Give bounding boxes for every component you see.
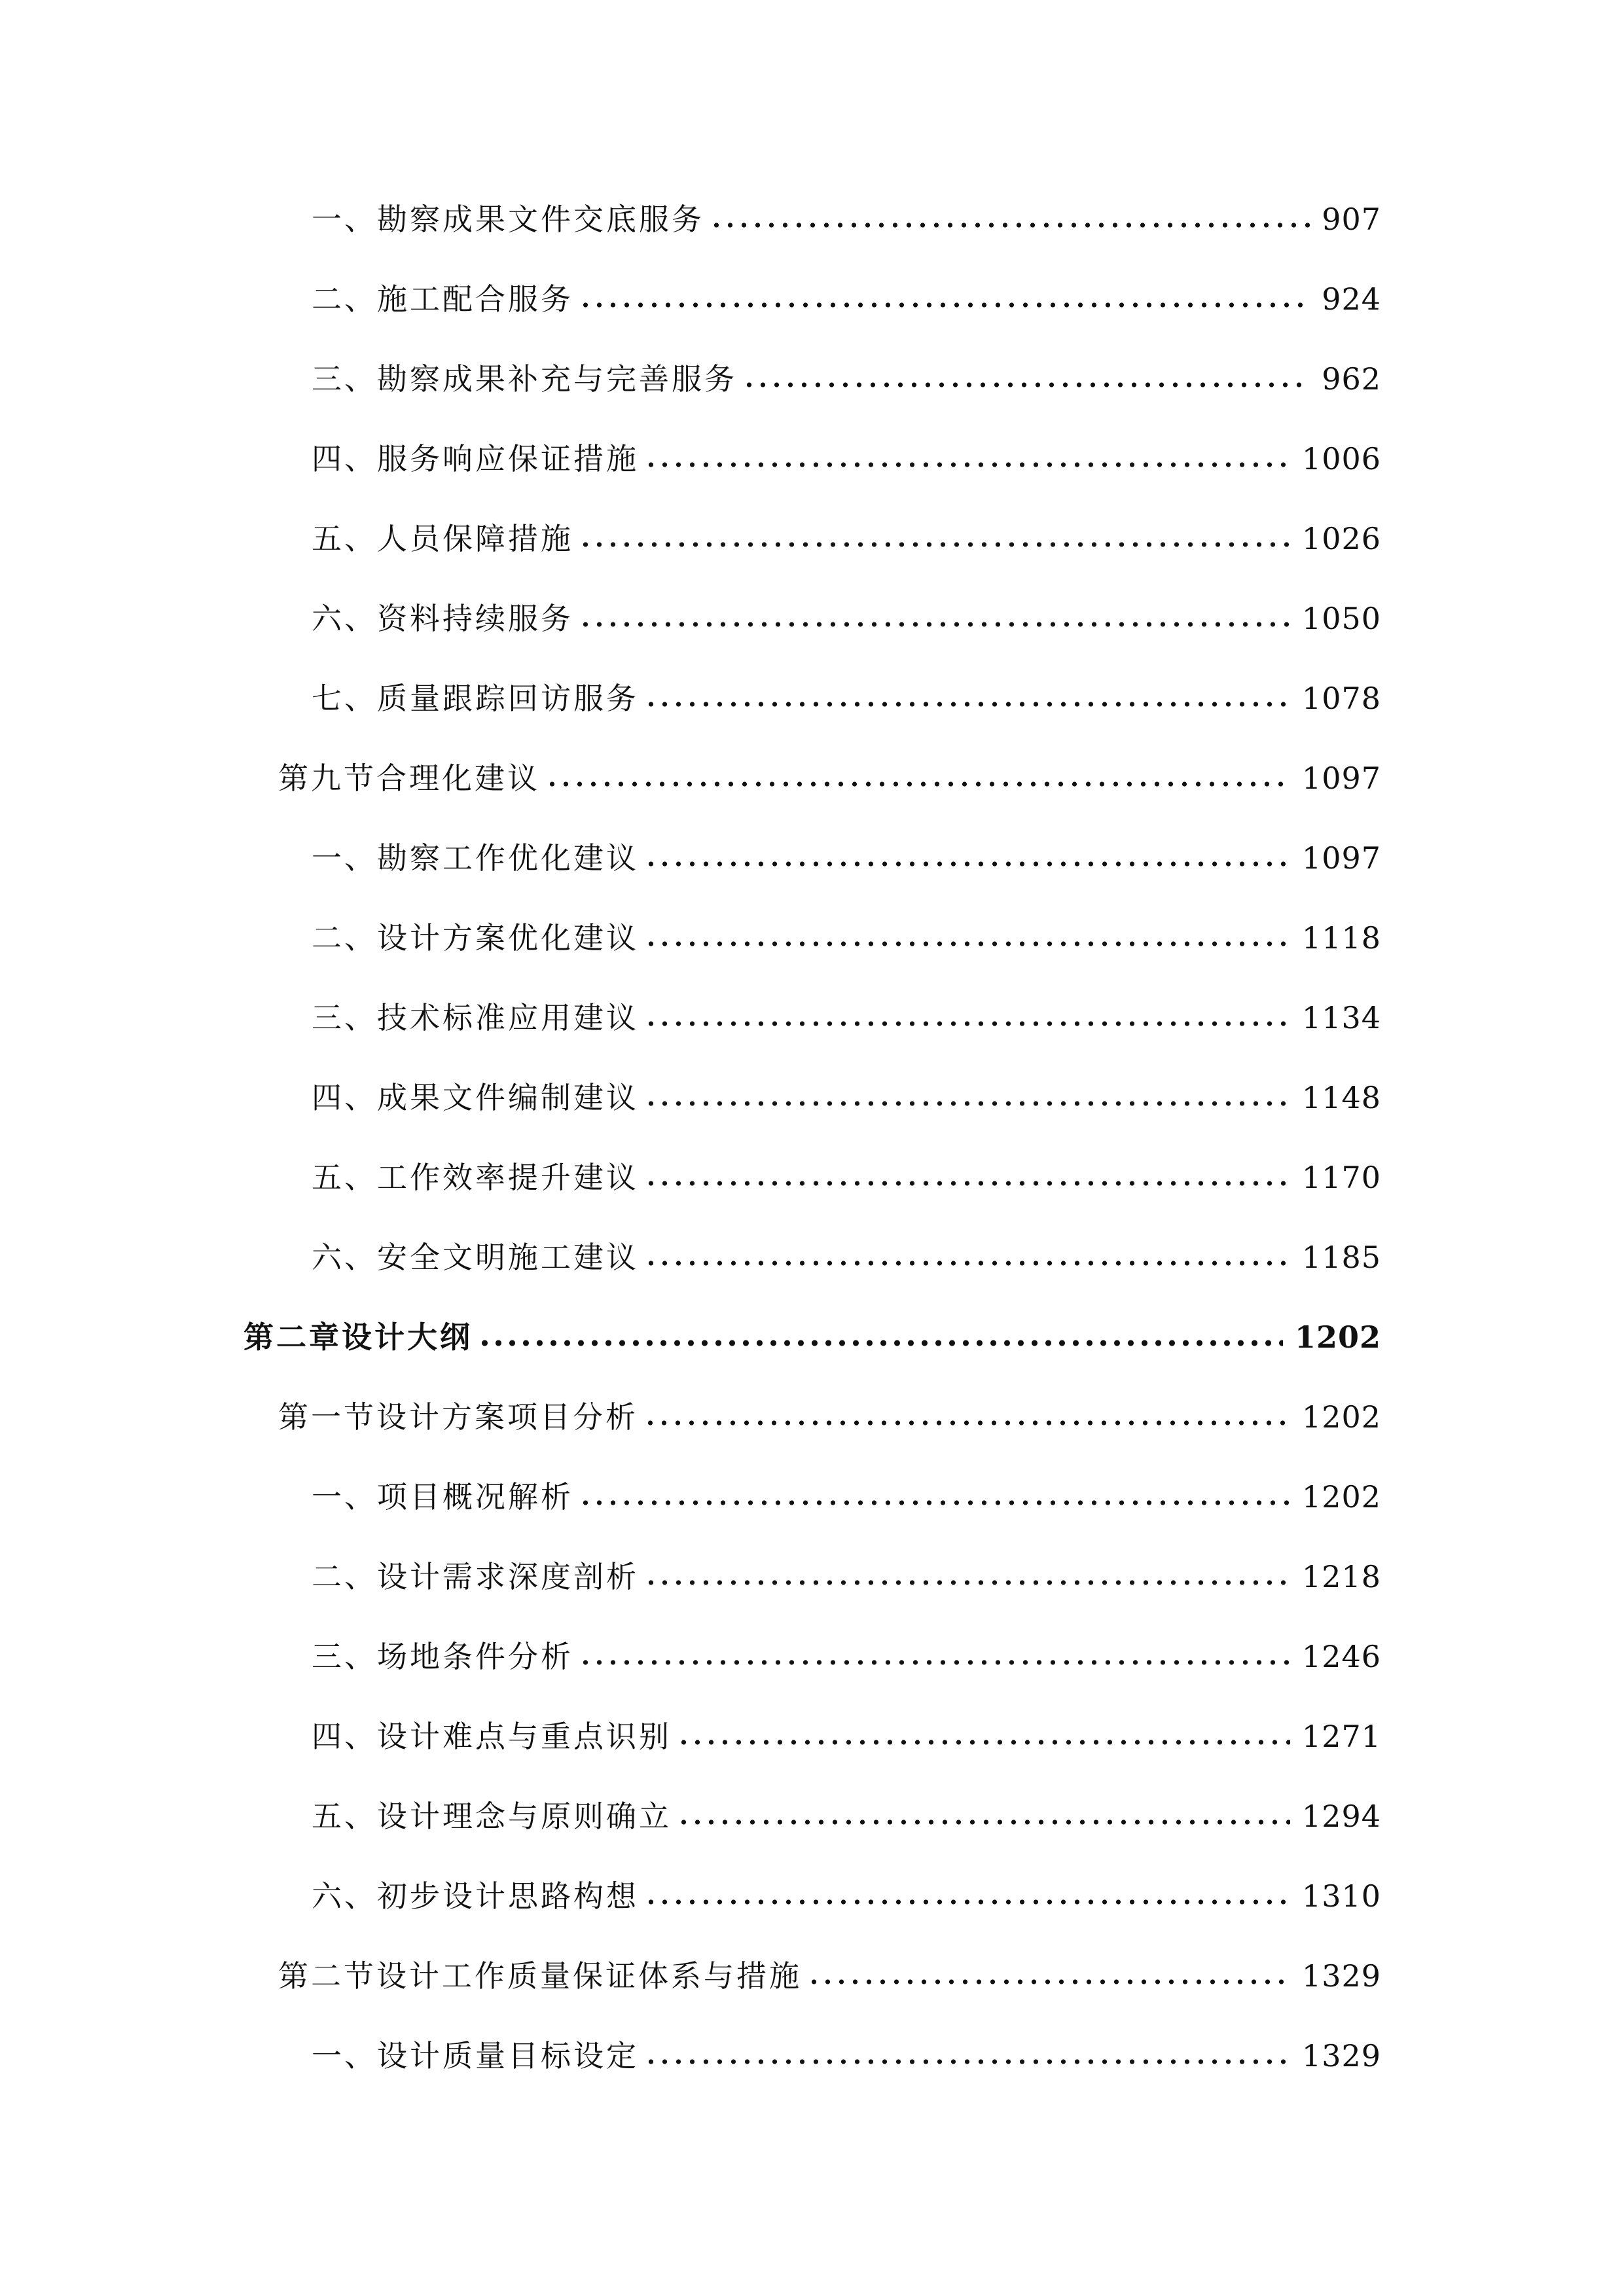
toc-entry-page: 1271: [1301, 1719, 1381, 1754]
toc-dot-leader: [710, 222, 1310, 228]
toc-dot-leader: [644, 1180, 1290, 1187]
toc-entry-page: 1026: [1301, 521, 1381, 556]
toc-dot-leader: [644, 461, 1290, 468]
toc-entry-title: 二、设计方案优化建议: [312, 920, 639, 956]
toc-entry[interactable]: [312, 835, 1381, 881]
toc-dot-leader: [579, 621, 1290, 628]
toc-entry-page: 1134: [1301, 1000, 1381, 1035]
toc-entry-page: 1202: [1301, 1479, 1381, 1515]
toc-entry-title: 三、技术标准应用建议: [312, 1000, 639, 1035]
toc-entry-page: 1050: [1301, 601, 1381, 636]
toc-entry[interactable]: [312, 596, 1381, 641]
toc-dot-leader: [579, 302, 1310, 308]
toc-entry[interactable]: [312, 675, 1381, 721]
toc-entry[interactable]: [312, 1713, 1381, 1759]
toc-entry-title: 五、设计理念与原则确立: [312, 1799, 672, 1834]
toc-entry-title: 六、安全文明施工建议: [312, 1240, 639, 1275]
toc-entry-page: 1294: [1301, 1799, 1381, 1834]
toc-entry-title: 四、成果文件编制建议: [312, 1080, 639, 1115]
toc-dot-leader: [644, 1260, 1290, 1266]
toc-entry-title: 三、勘察成果补充与完善服务: [312, 361, 737, 397]
toc-entry-page: 1006: [1301, 441, 1381, 476]
toc-entry[interactable]: [312, 1554, 1381, 1600]
toc-entry-title: 二、施工配合服务: [312, 281, 573, 317]
toc-dot-leader: [644, 1100, 1290, 1107]
toc-entry-page: 1097: [1301, 840, 1381, 876]
toc-dot-leader: [644, 861, 1290, 867]
toc-entry[interactable]: [312, 276, 1381, 322]
toc-entry-page: 1078: [1301, 681, 1381, 716]
toc-dot-leader: [807, 1979, 1290, 1985]
toc-entry[interactable]: [312, 196, 1381, 242]
toc-entry-title: 六、资料持续服务: [312, 601, 573, 636]
toc-entry[interactable]: [312, 995, 1381, 1041]
toc-dot-leader: [644, 1899, 1290, 1905]
toc-entry[interactable]: [312, 516, 1381, 562]
toc-entry-title: 三、场地条件分析: [312, 1639, 573, 1674]
toc-entry[interactable]: [312, 2033, 1381, 2079]
toc-entry[interactable]: [312, 356, 1381, 402]
toc-entry-chapter[interactable]: [244, 1314, 1381, 1360]
toc-dot-leader: [644, 2058, 1290, 2065]
toc-entry[interactable]: [278, 755, 1381, 801]
toc-entry[interactable]: [312, 436, 1381, 482]
toc-entry-page: 1202: [1301, 1399, 1381, 1435]
toc-entry-page: 924: [1322, 281, 1381, 317]
toc-entry-title: 第一节设计方案项目分析: [278, 1399, 638, 1435]
toc-entry-page: 1097: [1301, 761, 1381, 796]
toc-entry-page: 1170: [1301, 1160, 1381, 1195]
toc-entry-title: 一、勘察成果文件交底服务: [312, 202, 704, 237]
toc-entry-title: 四、设计难点与重点识别: [312, 1719, 672, 1754]
toc-entry[interactable]: [312, 1234, 1381, 1280]
toc-entry[interactable]: [312, 1474, 1381, 1520]
toc-dot-leader: [579, 1499, 1290, 1506]
toc-entry-page: 1185: [1301, 1240, 1381, 1275]
toc-entry-page: 1246: [1301, 1639, 1381, 1674]
toc-entry-page: 1329: [1301, 1958, 1381, 1994]
toc-entry-page: 1118: [1301, 920, 1381, 956]
toc-dot-leader: [677, 1739, 1290, 1746]
toc-dot-leader: [677, 1819, 1290, 1825]
toc-entry[interactable]: [312, 1075, 1381, 1121]
toc-dot-leader: [644, 941, 1290, 947]
toc-entry-page: 1202: [1294, 1319, 1381, 1355]
toc-dot-leader: [545, 781, 1290, 787]
toc-dot-leader: [644, 1579, 1290, 1586]
toc-entry[interactable]: [312, 1873, 1381, 1919]
toc-entry[interactable]: [312, 1155, 1381, 1200]
toc-dot-leader: [579, 541, 1290, 548]
toc-dot-leader: [742, 382, 1310, 388]
toc-entry-title: 六、初步设计思路构想: [312, 1878, 639, 1914]
toc-entry-title: 五、工作效率提升建议: [312, 1160, 639, 1195]
toc-entry-page: 1310: [1301, 1878, 1381, 1914]
toc-entry[interactable]: [278, 1394, 1381, 1440]
toc-entry-page: 907: [1322, 202, 1381, 237]
toc-entry-title: 五、人员保障措施: [312, 521, 573, 556]
toc-entry-title: 第二节设计工作质量保证体系与措施: [278, 1958, 802, 1994]
toc-dot-leader: [478, 1340, 1283, 1346]
toc-entry-page: 1329: [1301, 2038, 1381, 2073]
toc-entry-title: 一、勘察工作优化建议: [312, 840, 639, 876]
toc-entry-title: 第二章设计大纲: [244, 1319, 473, 1355]
toc-entry-title: 一、设计质量目标设定: [312, 2038, 639, 2073]
toc-dot-leader: [643, 1420, 1290, 1426]
toc-entry[interactable]: [312, 915, 1381, 961]
toc-entry-title: 四、服务响应保证措施: [312, 441, 639, 476]
toc-entry[interactable]: [312, 1793, 1381, 1839]
toc-entry-title: 第九节合理化建议: [278, 761, 540, 796]
toc-entry[interactable]: [312, 1634, 1381, 1679]
toc-entry-page: 1218: [1301, 1559, 1381, 1594]
toc-dot-leader: [644, 701, 1290, 708]
toc-entry[interactable]: [278, 1953, 1381, 1999]
toc-entry-title: 二、设计需求深度剖析: [312, 1559, 639, 1594]
toc-dot-leader: [644, 1020, 1290, 1027]
toc-entry-title: 一、项目概况解析: [312, 1479, 573, 1515]
toc-dot-leader: [579, 1659, 1290, 1666]
toc-entry-page: 1148: [1301, 1080, 1381, 1115]
toc-entry-page: 962: [1322, 361, 1381, 397]
toc-entry-title: 七、质量跟踪回访服务: [312, 681, 639, 716]
